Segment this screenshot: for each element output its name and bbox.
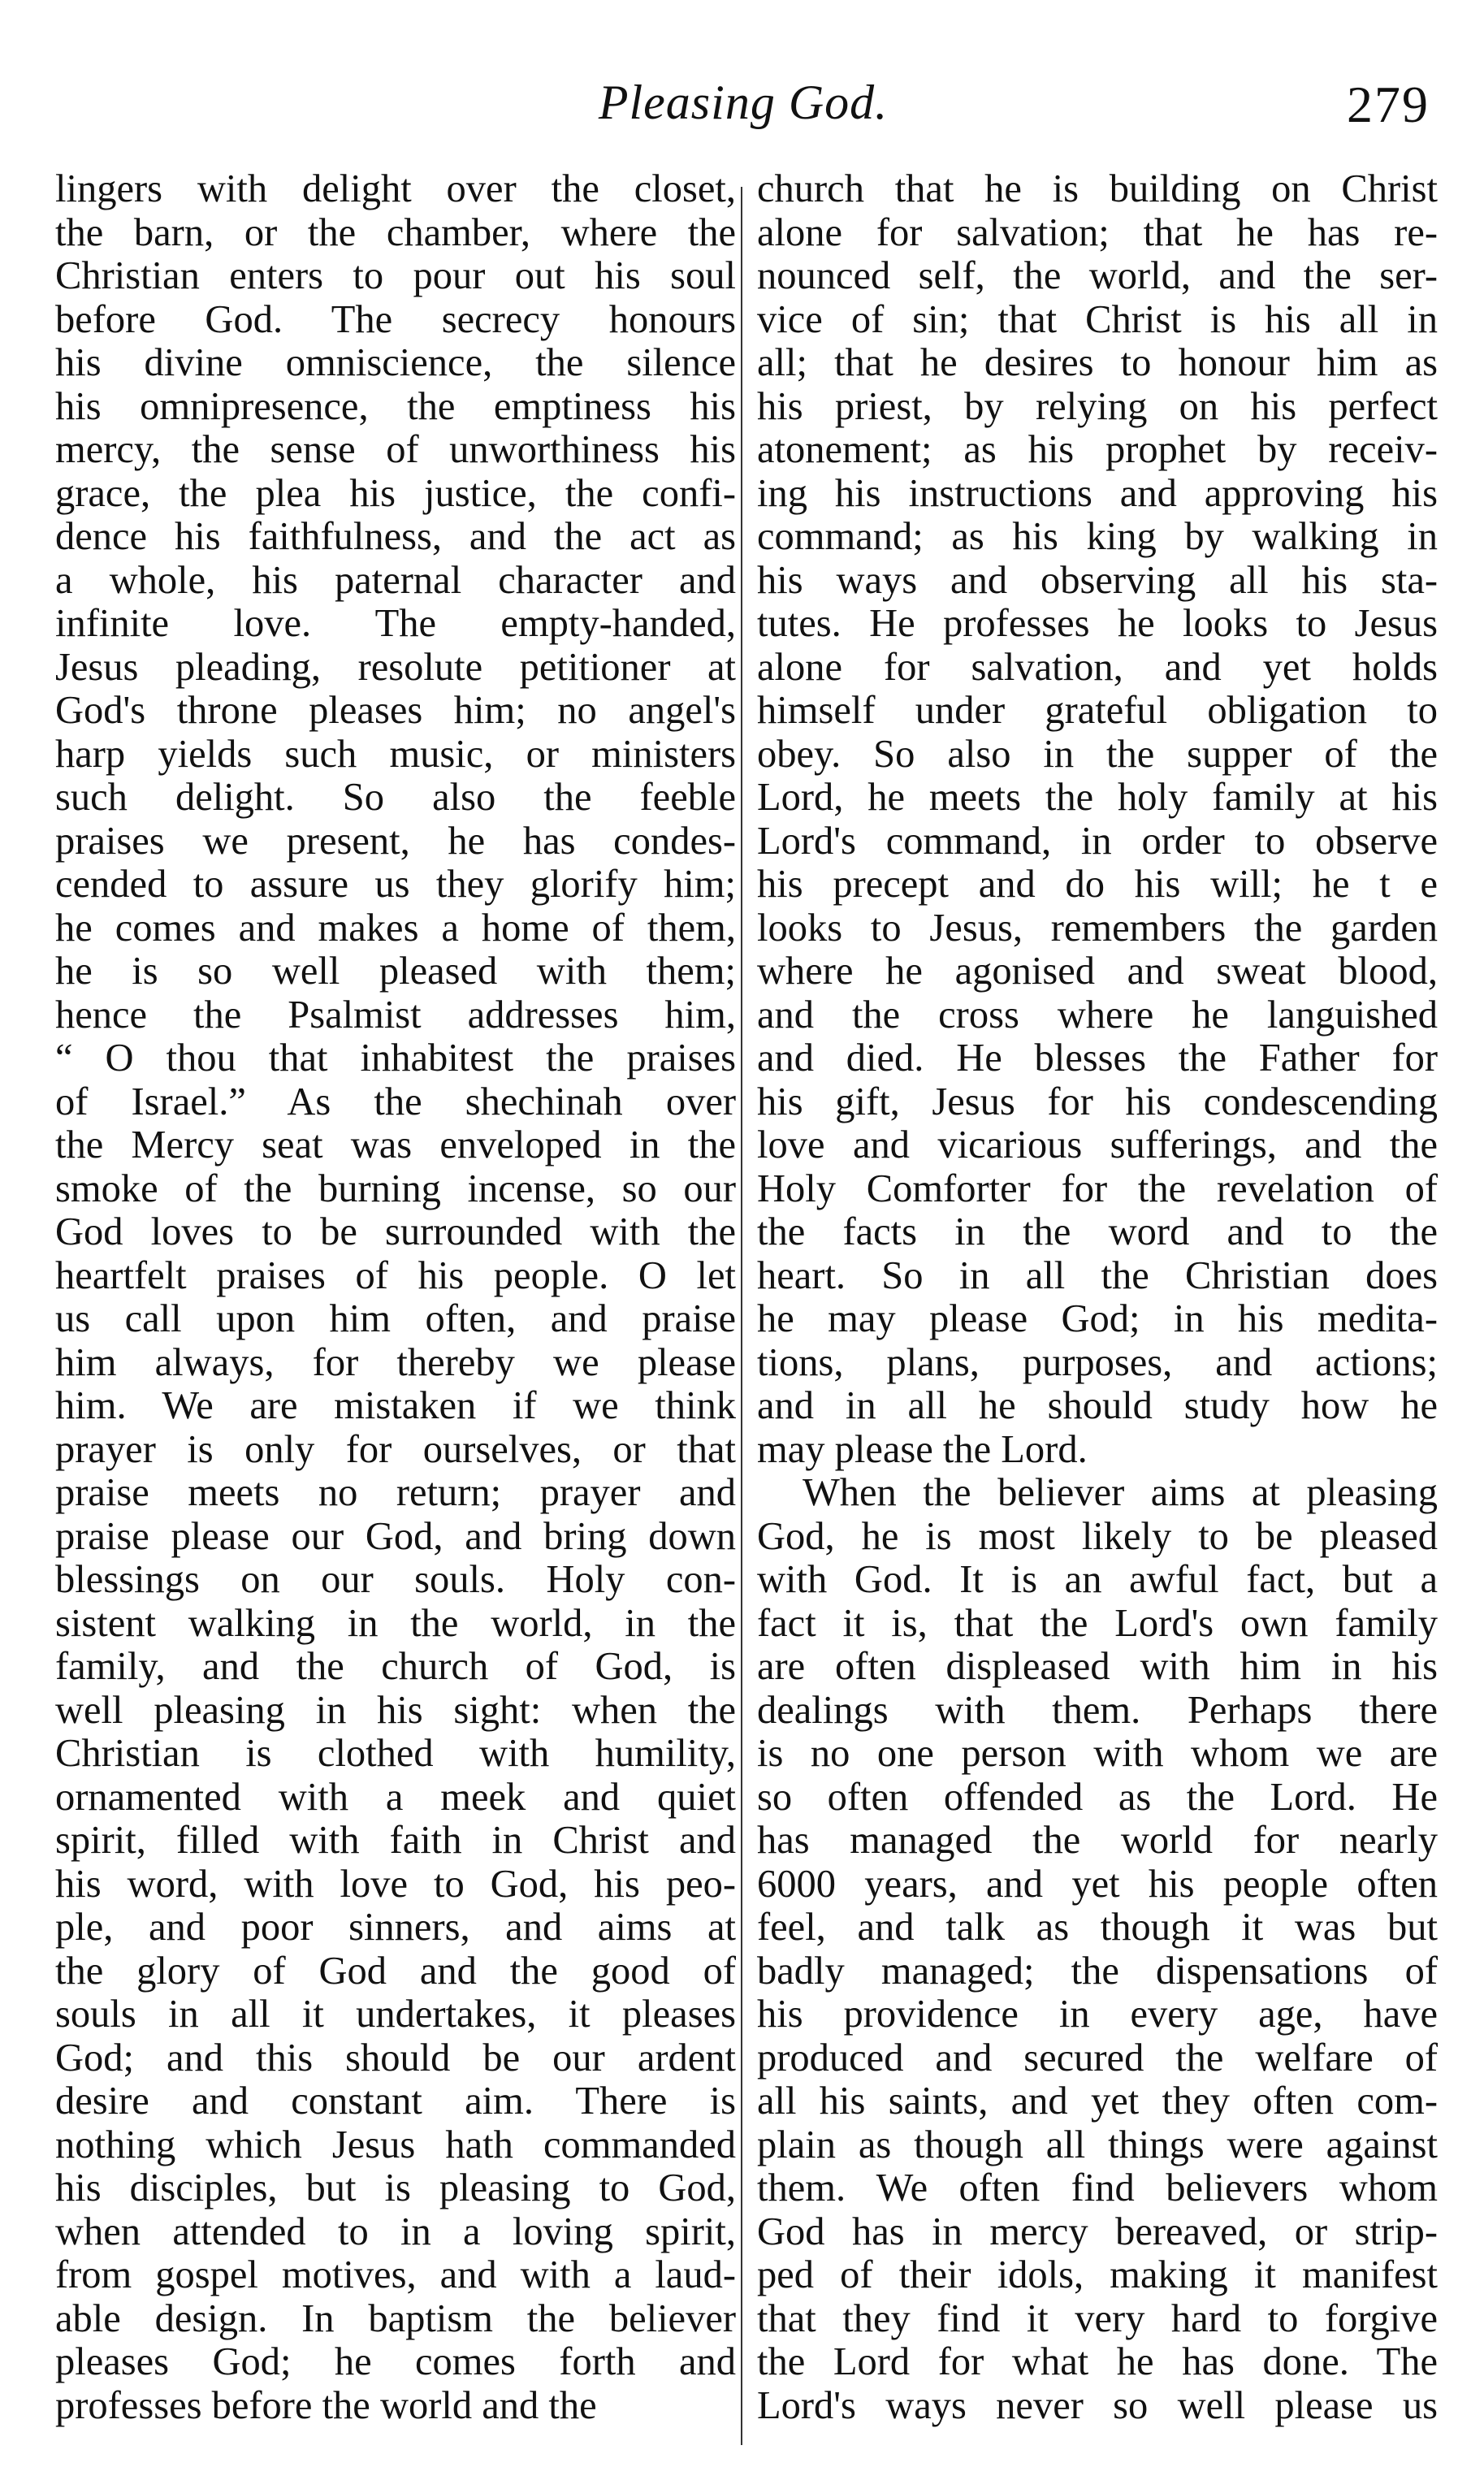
text-line: “ O thou that inhabitest the praises [55, 1037, 736, 1080]
text-line: prayer is only for ourselves, or that [55, 1427, 736, 1471]
text-line: looks to Jesus, remembers the garden [757, 906, 1438, 950]
text-line: praises we present, he has condes- [55, 819, 736, 863]
text-line: such delight. So also the feeble [55, 776, 736, 819]
text-line: Lord's command, in order to observe [757, 819, 1438, 863]
text-line: God; and this should be our ardent [55, 2036, 736, 2080]
text-line: and the cross where he languished [757, 993, 1438, 1037]
left-column [55, 167, 736, 2427]
text-line: where he agonised and sweat blood, [757, 950, 1438, 993]
text-line: his priest, by relying on his perfect [757, 384, 1438, 428]
text-line: nothing which Jesus hath commanded [55, 2123, 736, 2166]
text-line: harp yields such music, or ministers [55, 732, 736, 776]
text-line: vice of sin; that Christ is his all in [757, 297, 1438, 341]
running-head [57, 75, 1430, 140]
text-line: spirit, filled with faith in Christ and [55, 1819, 736, 1862]
text-line: praise please our God, and bring down [55, 1514, 736, 1558]
text-line: infinite love. The empty-handed, [55, 602, 736, 645]
text-line: heartfelt praises of his people. O let [55, 1253, 736, 1297]
text-line: his omnipresence, the emptiness his [55, 384, 736, 428]
text-line: all his saints, and yet they often com- [757, 2080, 1438, 2123]
text-line: dealings with them. Perhaps there [757, 1688, 1438, 1732]
text-line: and in all he should study how he [757, 1384, 1438, 1427]
text-line: Lord, he meets the holy family at his [757, 776, 1438, 819]
text-line: when attended to in a loving spirit, [55, 2209, 736, 2253]
text-line: his providence in every age, have [757, 1993, 1438, 2036]
text-line: sistent walking in the world, in the [55, 1601, 736, 1645]
text-line: ornamented with a meek and quiet [55, 1775, 736, 1819]
text-line: blessings on our souls. Holy con- [55, 1558, 736, 1601]
text-line: his word, with love to God, his peo- [55, 1862, 736, 1906]
text-line: may please the Lord. [757, 1427, 1088, 1471]
text-line: Christian is clothed with humility, [55, 1732, 736, 1775]
column-divider [741, 187, 742, 2445]
text-line: command; as his king by walking in [757, 515, 1438, 558]
text-line: praise meets no return; prayer and [55, 1471, 736, 1514]
text-line: God, he is most likely to be pleased [757, 1514, 1438, 1558]
text-line: the Lord for what he has done. The [757, 2340, 1438, 2383]
text-line: ing his instructions and approving his [757, 471, 1438, 515]
text-line: him. We are mistaken if we think [55, 1384, 736, 1427]
text-line: he comes and makes a home of them, [55, 906, 736, 950]
text-line: has managed the world for nearly [757, 1819, 1438, 1862]
text-line: himself under grateful obligation to [757, 689, 1438, 732]
text-line: grace, the plea his justice, the confi- [55, 471, 736, 515]
text-line: mercy, the sense of unworthiness his [55, 428, 736, 471]
text-line: alone for salvation, and yet holds [757, 645, 1438, 689]
text-line: hence the Psalmist addresses him, [55, 993, 736, 1037]
text-line: feel, and talk as though it was but [757, 1906, 1438, 1949]
text-line: him always, for thereby we please [55, 1340, 736, 1384]
text-line: from gospel motives, and with a laud- [55, 2253, 736, 2296]
text-line: smoke of the burning incense, so our [55, 1166, 736, 1210]
text-line: Jesus pleading, resolute petitioner at [55, 645, 736, 689]
text-line: Lord's ways never so well please us [757, 2383, 1438, 2427]
text-line: the Mercy seat was enveloped in the [55, 1123, 736, 1166]
text-line: them. We often find believers whom [757, 2166, 1438, 2209]
text-line: that they find it very hard to forgive [757, 2296, 1438, 2340]
text-line: the glory of God and the good of [55, 1949, 736, 1993]
text-line: Christian enters to pour out his soul [55, 254, 736, 297]
running-title: Pleasing God. [598, 76, 889, 129]
text-line: us call upon him often, and praise [55, 1297, 736, 1340]
text-line: able design. In baptism the believer [55, 2296, 736, 2340]
text-line: his gift, Jesus for his condescending [757, 1080, 1438, 1123]
text-line: his ways and observing all his sta- [757, 558, 1438, 602]
text-line: God has in mercy bereaved, or strip- [757, 2209, 1438, 2253]
text-line: plain as though all things were against [757, 2123, 1438, 2166]
text-line: Holy Comforter for the revelation of [757, 1166, 1438, 1210]
text-line: produced and secured the welfare of [757, 2036, 1438, 2080]
text-line: dence his faithfulness, and the act as [55, 515, 736, 558]
text-line: nounced self, the world, and the ser- [757, 254, 1438, 297]
text-line: love and vicarious sufferings, and the [757, 1123, 1438, 1166]
text-line: 6000 years, and yet his people often [757, 1862, 1438, 1906]
text-line: of Israel.” As the shechinah over [55, 1080, 736, 1123]
right-column [757, 167, 1438, 2427]
text-line: desire and constant aim. There is [55, 2080, 736, 2123]
text-line: all; that he desires to honour him as [757, 341, 1438, 384]
text-line: so often offended as the Lord. He [757, 1775, 1438, 1819]
text-line: pleases God; he comes forth and [55, 2340, 736, 2383]
text-line: and died. He blesses the Father for [757, 1037, 1438, 1080]
text-line: souls in all it undertakes, it pleases [55, 1993, 736, 2036]
text-line: the facts in the word and to the [757, 1210, 1438, 1253]
text-line: with God. It is an awful fact, but a [757, 1558, 1438, 1601]
text-line: fact it is, that the Lord's own family [757, 1601, 1438, 1645]
text-line: a whole, his paternal character and [55, 558, 736, 602]
text-line: ple, and poor sinners, and aims at [55, 1906, 736, 1949]
text-line: alone for salvation; that he has re- [757, 210, 1438, 254]
text-line: God's throne pleases him; no angel's [55, 689, 736, 732]
text-line: tions, plans, purposes, and actions; [757, 1340, 1438, 1384]
text-line: heart. So in all the Christian does [757, 1253, 1438, 1297]
text-line: the barn, or the chamber, where the [55, 210, 736, 254]
text-line: God loves to be surrounded with the [55, 1210, 736, 1253]
text-line: obey. So also in the supper of the [757, 732, 1438, 776]
text-line: tutes. He professes he looks to Jesus [757, 602, 1438, 645]
text-line: ped of their idols, making it manifest [757, 2253, 1438, 2296]
text-line: family, and the church of God, is [55, 1645, 736, 1688]
text-line: is no one person with whom we are [757, 1732, 1438, 1775]
page-number: 279 [1347, 76, 1430, 133]
text-line: lingers with delight over the closet, [55, 167, 736, 210]
text-line: before God. The secrecy honours [55, 297, 736, 341]
text-line: When the believer aims at pleasing [803, 1471, 1438, 1514]
text-line: well pleasing in his sight: when the [55, 1688, 736, 1732]
text-line: professes before the world and the [55, 2383, 597, 2427]
text-line: he is so well pleased with them; [55, 950, 736, 993]
text-line: badly managed; the dispensations of [757, 1949, 1438, 1993]
text-line: are often displeased with him in his [757, 1645, 1438, 1688]
text-line: he may please God; in his medita- [757, 1297, 1438, 1340]
text-line: his precept and do his will; he t e [757, 863, 1438, 906]
text-line: cended to assure us they glorify him; [55, 863, 736, 906]
text-line: church that he is building on Christ [757, 167, 1438, 210]
text-line: his disciples, but is pleasing to God, [55, 2166, 736, 2209]
text-line: his divine omniscience, the silence [55, 341, 736, 384]
text-line: atonement; as his prophet by receiv- [757, 428, 1438, 471]
